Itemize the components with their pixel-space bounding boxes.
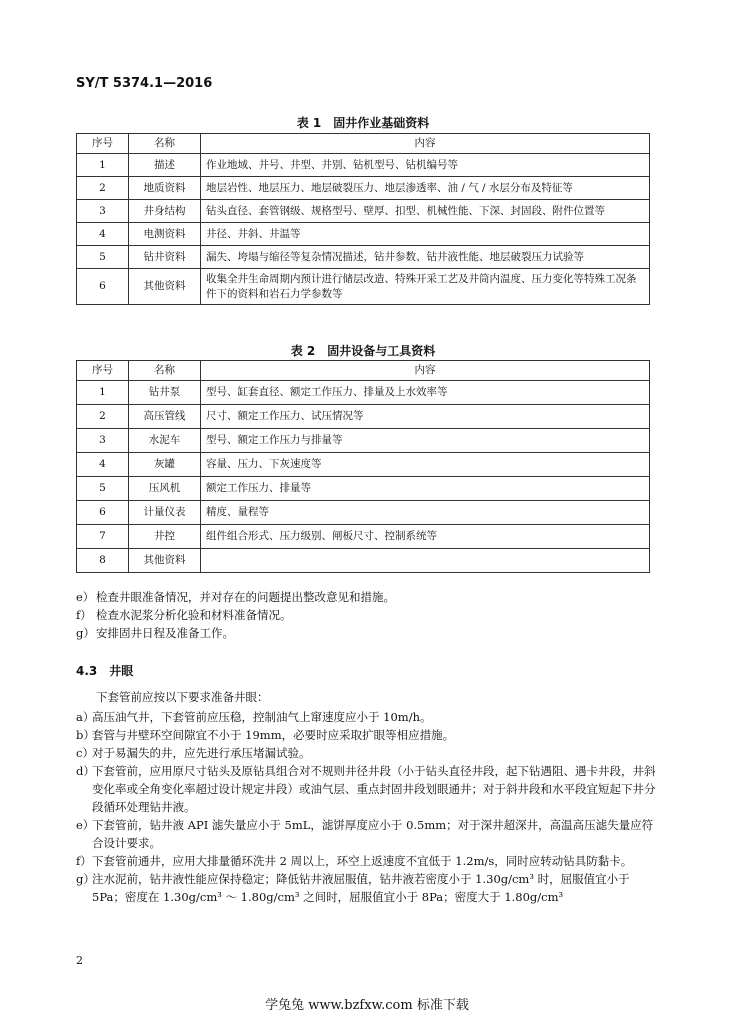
row-content: 作业地域、井号、井型、井别、钻机型号、钻机编号等: [201, 154, 650, 177]
col-header-content: 内容: [201, 134, 650, 154]
list-item-label: f）: [76, 854, 92, 868]
row-content: 精度、量程等: [201, 501, 650, 525]
row-content: 尺寸、额定工作压力、试压情况等: [201, 405, 650, 429]
list-item-label: g）: [76, 626, 95, 640]
section-title: 井眼: [109, 664, 134, 678]
table-row: [77, 223, 650, 246]
table-row: [77, 405, 650, 429]
row-name: 其他资料: [129, 549, 201, 573]
list-item: [76, 588, 656, 606]
table-row: [77, 154, 650, 177]
list-item: [76, 726, 656, 744]
section-number: 4.3: [76, 664, 98, 678]
list-item-text: 下套管前通井，应用大排量循环洗井 2 周以上，环空上返速度不宜低于 1.2m/s，同时应转动钻具防黏卡。: [92, 854, 633, 868]
table1: [76, 133, 650, 305]
list-item-text: 对于易漏失的井，应先进行承压堵漏试验。: [92, 746, 311, 760]
row-index: 6: [77, 269, 129, 305]
list-item-text: 高压油气井，下套管前应压稳，控制油气上窜速度应小于 10m/h。: [92, 710, 432, 724]
row-name: 井控: [129, 525, 201, 549]
row-content: 井径、井斜、井温等: [201, 223, 650, 246]
list-item: [76, 852, 656, 870]
page-number: 2: [76, 954, 83, 967]
checklist-continued: [76, 588, 656, 642]
row-content: 型号、缸套直径、额定工作压力、排量及上水效率等: [201, 381, 650, 405]
list-item: [76, 624, 656, 642]
watermark-footer: 学兔兔 www.bzfxw.com 标准下载: [265, 998, 469, 1013]
row-content: 额定工作压力、排量等: [201, 477, 650, 501]
row-index: 4: [77, 223, 129, 246]
row-name: 高压管线: [129, 405, 201, 429]
table1-header-row: [77, 134, 650, 154]
row-index: 8: [77, 549, 129, 573]
list-item: [76, 762, 656, 816]
document-code-header: SY/T 5374.1—2016: [76, 76, 213, 91]
table2-caption: 表 2 固井设备与工具资料: [290, 344, 436, 358]
wellbore-requirements-list: [76, 708, 656, 906]
row-content: 地层岩性、地层压力、地层破裂压力、地层渗透率、油 / 气 / 水层分布及特征等: [201, 177, 650, 200]
row-content: 钻头直径、套管钢级、规格型号、壁厚、扣型、机械性能、下深、封固段、附件位置等: [201, 200, 650, 223]
row-index: 7: [77, 525, 129, 549]
list-item-text: 安排固井日程及准备工作。: [96, 626, 234, 640]
section-heading: [76, 662, 656, 680]
table-row: [77, 269, 650, 305]
list-item-label: e）: [76, 590, 95, 604]
row-name: 灰罐: [129, 453, 201, 477]
table-row: [77, 177, 650, 200]
row-name: 电测资料: [129, 223, 201, 246]
row-index: 3: [77, 200, 129, 223]
row-name: 钻井资料: [129, 246, 201, 269]
row-name: 井身结构: [129, 200, 201, 223]
table-row: [77, 549, 650, 573]
row-index: 1: [77, 154, 129, 177]
intro-paragraph: 下套管前应按以下要求准备井眼：: [96, 690, 269, 704]
list-item-label: f）: [76, 608, 92, 622]
col-header-content: 内容: [201, 361, 650, 381]
row-index: 4: [77, 453, 129, 477]
list-item: [76, 708, 656, 726]
row-content: 容量、压力、下灰速度等: [201, 453, 650, 477]
list-item-label: c）: [76, 746, 94, 760]
row-index: 5: [77, 477, 129, 501]
list-item-label: d）: [76, 764, 95, 778]
row-index: 2: [77, 177, 129, 200]
row-name: 钻井泵: [129, 381, 201, 405]
table2-header-row: [77, 361, 650, 381]
row-name: 其他资料: [129, 269, 201, 305]
list-item: [76, 606, 656, 624]
list-item-label: g）: [76, 872, 95, 886]
row-name: 水泥车: [129, 429, 201, 453]
table-row: [77, 200, 650, 223]
row-name: 描述: [129, 154, 201, 177]
list-item: [76, 744, 656, 762]
list-item-label: b）: [76, 728, 95, 742]
list-item-text: 套管与井壁环空间隙宜不小于 19mm，必要时应采取扩眼等相应措施。: [92, 728, 455, 742]
list-item: [76, 816, 656, 852]
table2: [76, 360, 650, 573]
row-index: 6: [77, 501, 129, 525]
row-content: 型号、额定工作压力与排量等: [201, 429, 650, 453]
table-row: [77, 477, 650, 501]
list-item-text: 注水泥前，钻井液性能应保持稳定；降低钻井液屈服值，钻井液若密度小于 1.30g/cm³ 时，屈服值宜小于 5Pa；密度在 1.30g/cm³ ～ 1.80g/cm³ 之间时，屈服值宜小于 8Pa；密度大于 1.80g/cm³: [92, 872, 630, 904]
row-content: 收集全井生命周期内预计进行储层改造、特殊开采工艺及井筒内温度、压力变化等特殊工况条件下的资料和岩石力学参数等: [201, 269, 650, 305]
list-item-label: e）: [76, 818, 95, 832]
row-name: 计量仪表: [129, 501, 201, 525]
list-item-text: 下套管前，应用原尺寸钻头及原钻具组合对不规则井径井段（小于钻头直径井段，起下钻遇阻、遇卡井段，井斜变化率或全角变化率超过设计规定井段）或油气层、重点封固井段划眼通井；对于斜井段和水平段宜短起下井分段循环处理钻井液。: [92, 764, 656, 814]
row-content: 漏失、垮塌与缩径等复杂情况描述，钻井参数、钻井液性能、地层破裂压力试验等: [201, 246, 650, 269]
col-header-name: 名称: [129, 134, 201, 154]
row-name: 地质资料: [129, 177, 201, 200]
table1-caption: 表 1 固井作业基础资料: [296, 116, 430, 130]
table-row: [77, 381, 650, 405]
row-content: [201, 549, 650, 573]
table-row: [77, 501, 650, 525]
table-row: [77, 453, 650, 477]
row-index: 1: [77, 381, 129, 405]
row-index: 2: [77, 405, 129, 429]
col-header-index: 序号: [77, 361, 129, 381]
list-item-label: a）: [76, 710, 95, 724]
table-row: [77, 246, 650, 269]
row-index: 3: [77, 429, 129, 453]
row-name: 压风机: [129, 477, 201, 501]
list-item-text: 下套管前，钻井液 API 滤失量应小于 5mL，滤饼厚度应小于 0.5mm；对于深井超深井，高温高压滤失量应符合设计要求。: [92, 818, 654, 850]
list-item-text: 检查水泥浆分析化验和材料准备情况。: [96, 608, 292, 622]
col-header-index: 序号: [77, 134, 129, 154]
list-item: [76, 870, 656, 906]
table-row: [77, 525, 650, 549]
list-item-text: 检查井眼准备情况，并对存在的问题提出整改意见和措施。: [96, 590, 395, 604]
table-row: [77, 429, 650, 453]
col-header-name: 名称: [129, 361, 201, 381]
row-index: 5: [77, 246, 129, 269]
row-content: 组件组合形式、压力级别、闸板尺寸、控制系统等: [201, 525, 650, 549]
